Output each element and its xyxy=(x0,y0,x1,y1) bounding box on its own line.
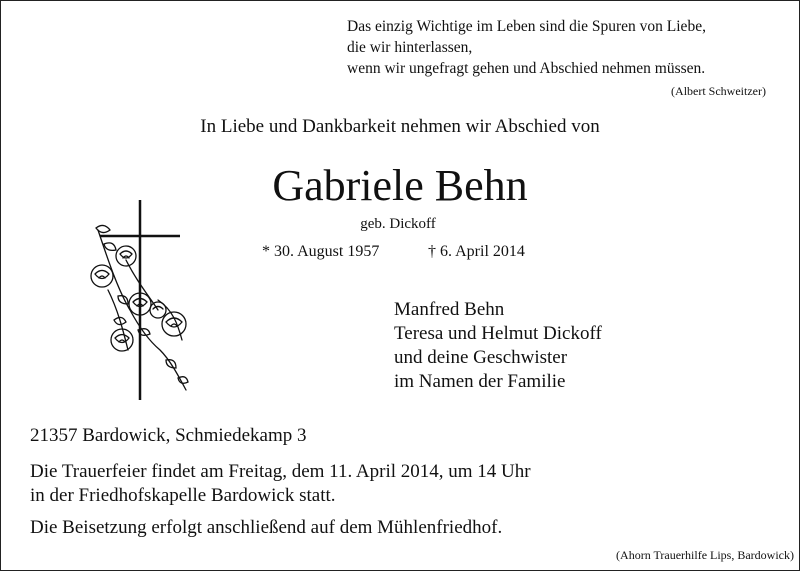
undertaker-credit: (Ahorn Trauerhilfe Lips, Bardowick) xyxy=(616,548,794,562)
quote-line: wenn wir ungefragt gehen und Abschied nehmen müssen. xyxy=(347,60,706,77)
mourner-line: Manfred Behn xyxy=(394,299,505,320)
deceased-name: Gabriele Behn xyxy=(272,161,528,210)
mourner-line: Teresa und Helmut Dickoff xyxy=(394,323,602,344)
funeral-line: Die Trauerfeier findet am Freitag, dem 11. April 2014, um 14 Uhr xyxy=(30,461,531,482)
family-address: 21357 Bardowick, Schmiedekamp 3 xyxy=(30,425,307,446)
mourner-line: im Namen der Familie xyxy=(394,371,566,392)
mourners-list xyxy=(394,298,602,394)
quote-author: (Albert Schweitzer) xyxy=(671,84,766,98)
birth-date: * 30. August 1957 xyxy=(262,243,380,260)
death-date: † 6. April 2014 xyxy=(428,243,525,260)
funeral-line: in der Friedhofskapelle Bardowick statt. xyxy=(30,485,336,506)
quote-line: Das einzig Wichtige im Leben sind die Spuren von Liebe, xyxy=(347,18,706,35)
funeral-info xyxy=(30,460,531,508)
quote-block xyxy=(347,16,706,79)
mourner-line: und deine Geschwister xyxy=(394,347,568,368)
intro-text: In Liebe und Dankbarkeit nehmen wir Abschied von xyxy=(200,116,600,137)
cross-with-roses-icon xyxy=(78,200,208,400)
maiden-name: geb. Dickoff xyxy=(360,216,436,232)
burial-info: Die Beisetzung erfolgt anschließend auf dem Mühlenfriedhof. xyxy=(30,517,503,538)
quote-line: die wir hinterlassen, xyxy=(347,39,473,56)
